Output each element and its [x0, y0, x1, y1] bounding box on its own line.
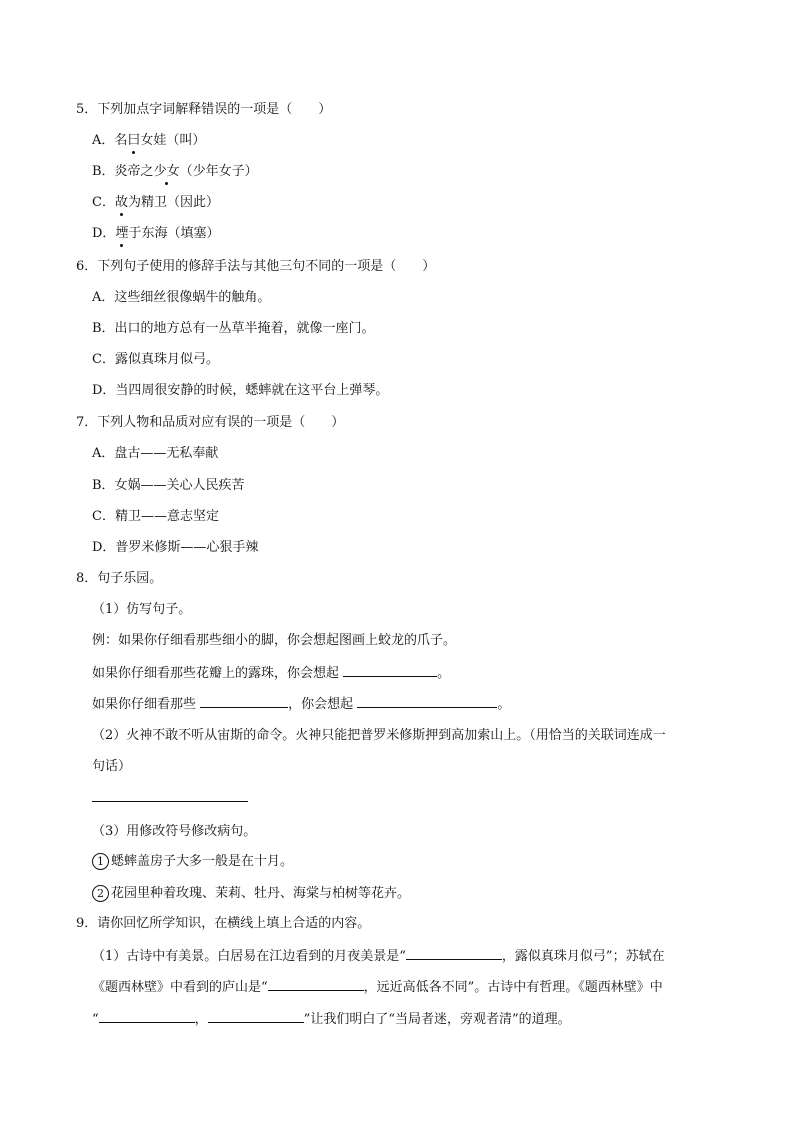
- q8-part1-example: 例：如果你仔细看那些细小的脚，你会想起图画上蛟龙的爪子。: [92, 633, 457, 648]
- q7-option-a: A．盘古——无私奉献: [92, 446, 219, 461]
- q6-option-d: D．当四周很安静的时候，蟋蟀就在这平台上弹琴。: [92, 383, 389, 398]
- q8-part1-line2-text-a: 如果你仔细看那些: [92, 697, 197, 712]
- q8-part3-item2: [92, 885, 410, 903]
- q6-option-a: A．这些细丝很像蜗牛的触角。: [92, 290, 271, 305]
- q8-part2-answer-line[interactable]: [92, 801, 248, 802]
- q8-part3-item1: [92, 853, 293, 871]
- q8-part1-line1: [92, 664, 450, 683]
- q5-option-a-prefix: A．名: [92, 133, 128, 148]
- q8-part2-line1: （2）火神不敢不听从宙斯的命令。火神只能把普罗米修斯押到高加索山上。（用恰当的关联词连成一: [92, 728, 666, 743]
- q8-stem: 8．句子乐园。: [76, 571, 163, 586]
- q5-option-c-prefix: C．: [92, 195, 115, 210]
- q5-option-b-dotted: 少女: [153, 164, 180, 179]
- q8-part3-item1-text: 蟋蟀盖房子大多一般是在十月。: [111, 854, 294, 869]
- q9-blank3[interactable]: [99, 1010, 195, 1023]
- q8-part1-blank2[interactable]: [200, 695, 288, 708]
- q8-part1-line2-text-b: ，你会想起: [288, 697, 354, 712]
- q5-option-c-rest: 为精卫（因此）: [127, 195, 219, 210]
- q9-line1-text-b: ，露似真珠月似弓”；苏轼在: [501, 949, 665, 964]
- q5-option-c: [92, 194, 219, 212]
- q9-line3-text-a: “: [92, 1012, 99, 1027]
- q9-line3-text-c: ”让我们明白了“当局者迷，旁观者清”的道理。: [303, 1012, 571, 1027]
- q9-line2-text-a: 《题西林壁》中看到的庐山是“: [92, 980, 268, 995]
- q8-part1-line1-text: 如果你仔细看那些花瓣上的露珠，你会想起: [92, 666, 340, 681]
- q5-option-b-prefix: B．炎帝之: [92, 164, 154, 179]
- circled-number-1: 1: [92, 853, 109, 870]
- q5-stem: 5．下列加点字词解释错误的一项是（ ）: [76, 102, 332, 117]
- q8-part1-line1-end: 。: [437, 666, 451, 681]
- q5-option-b: [92, 163, 258, 181]
- q9-line2: [92, 978, 663, 997]
- q8-part3-item2-text: 花园里种着玫瑰、茉莉、牡丹、海棠与柏树等花卉。: [111, 886, 411, 901]
- q9-line3: [92, 1010, 571, 1029]
- q7-option-d: D．普罗米修斯——心狠手辣: [92, 540, 259, 555]
- q5-option-a-rest: 女娃（叫）: [140, 133, 206, 148]
- q5-option-d-rest: 于东海（填塞）: [128, 226, 220, 241]
- q9-line2-text-b: ，远近高低各不同”。古诗中有哲理。《题西林壁》中: [363, 980, 663, 995]
- q8-part1-blank1[interactable]: [343, 664, 437, 677]
- q5-option-d-dotted: 堙: [115, 226, 129, 241]
- q9-blank2[interactable]: [268, 978, 364, 991]
- q7-option-b: B．女娲——关心人民疾苦: [92, 478, 245, 493]
- q5-option-d: [92, 225, 219, 243]
- q8-part1-blank3[interactable]: [357, 695, 497, 708]
- q8-part2-line2: 句话）: [92, 759, 132, 774]
- q9-line1-text-a: （1）古诗中有美景。白居易在江边看到的月夜美景是“: [92, 949, 406, 964]
- q5-option-d-prefix: D．: [92, 226, 116, 241]
- q6-stem: 6．下列句子使用的修辞手法与其他三句不同的一项是（ ）: [76, 259, 436, 274]
- q5-option-a: [92, 132, 205, 150]
- q6-option-b: B．出口的地方总有一丛草半掩着，就像一座门。: [92, 321, 375, 336]
- q7-option-c: C．精卫——意志坚定: [92, 509, 219, 524]
- q9-blank4[interactable]: [208, 1010, 304, 1023]
- circled-number-2: 2: [92, 885, 109, 902]
- q8-part3-title: （3）用修改符号修改病句。: [92, 824, 257, 839]
- q9-line1: [92, 947, 665, 966]
- q9-stem: 9．请你回忆所学知识，在横线上填上合适的内容。: [76, 916, 371, 931]
- q9-line3-text-b: ，: [194, 1012, 208, 1027]
- q8-part1-line2: [92, 695, 510, 714]
- q5-option-b-rest: （少年女子）: [179, 164, 258, 179]
- q8-part1-line2-end: 。: [497, 697, 511, 712]
- q5-option-a-dotted: 曰: [127, 133, 141, 148]
- q6-option-c: C．露似真珠月似弓。: [92, 352, 219, 367]
- q8-part1-title: （1）仿写句子。: [92, 602, 192, 617]
- q9-blank1[interactable]: [406, 947, 502, 960]
- q5-option-c-dotted: 故: [114, 195, 128, 210]
- q7-stem: 7．下列人物和品质对应有误的一项是（ ）: [76, 415, 345, 430]
